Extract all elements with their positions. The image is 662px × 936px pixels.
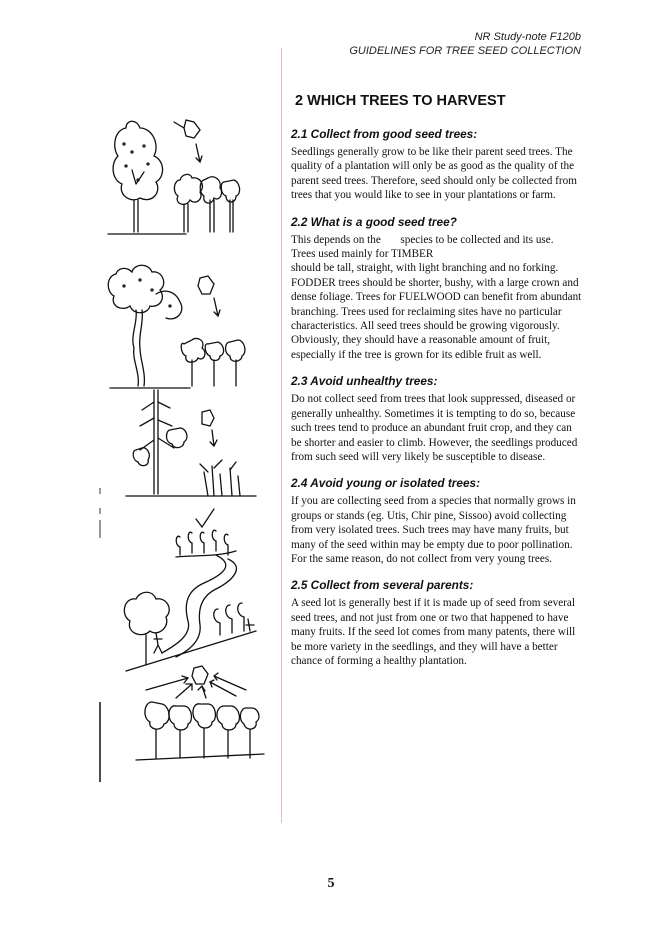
section-several-parents — [291, 578, 583, 668]
margin-rule — [281, 48, 282, 823]
section-body: Do not collect seed from trees that look suppressed, diseased or generally unhealthy. Sometimes it is tempting to do so, because such trees tend to produce an abundant fruit crop, and they can be shorter and easier to climb. However, the seedlings produced from such seed will very likely be susceptible to disease. — [291, 393, 578, 463]
tree-illustrations — [96, 100, 276, 770]
page-number: 5 — [327, 876, 335, 891]
section-unhealthy-trees — [291, 374, 583, 464]
section-title: 2.2 What is a good seed tree? — [291, 214, 457, 229]
section-body-line: Trees used mainly for TIMBER — [291, 248, 434, 261]
binding-marks — [99, 488, 103, 788]
section-body: A seed lot is generally best if it is made up of seed from several seed trees, and not just from one or two that happened to have many fruits. If the seed lot comes from many patents, there will be more variety in the seedlings, and they will have a better chance of forming a healthy plantation. — [291, 597, 576, 667]
illustration-isolated-trees — [124, 509, 256, 671]
page-title: 2 WHICH TREES TO HARVEST — [295, 93, 506, 109]
content-column — [291, 127, 583, 680]
section-title: 2.1 Collect from good seed trees: — [291, 127, 478, 141]
illustration-fodder-tree — [108, 265, 245, 388]
section-body-rest: should be tall, straight, with light branching and no forking. FODDER trees should be shorter, bushy, with a large crown and dense foliage. Trees for FUELWOOD can benefit from abundant branching. Trees used for reclaiming sites have no particular characteristics. All seed trees should be growing vigorously. Obviously, they should have a reasonable amount of fruit, especially if the tree is grown for its edible fruit as well. — [291, 262, 582, 361]
illustration-unhealthy-tree — [126, 390, 256, 496]
section-title: 2.3 Avoid unhealthy trees: — [291, 374, 438, 389]
section-young-isolated-trees — [291, 476, 583, 566]
section-body-line: This depends on the species to be collected and its use. — [291, 233, 554, 246]
section-body: Seedlings generally grow to be like their parent seed trees. The quality of a plantation will only be as good as the quality of the parent seed trees. Therefore, seed should only be collected from trees that you would like to see in your plantations or farm. — [291, 146, 577, 202]
section-title: 2.5 Collect from several parents: — [291, 578, 474, 593]
section-title: 2.4 Avoid young or isolated trees: — [291, 476, 481, 491]
section-good-seed-tree-definition — [291, 215, 583, 363]
illustration-good-seed-tree — [108, 120, 240, 234]
section-good-seed-trees — [291, 127, 583, 203]
header-guidelines: GUIDELINES FOR TREE SEED COLLECTION — [349, 45, 581, 57]
section-body: If you are collecting seed from a species that normally grows in groups or stands (eg. Utis, Chir pine, Sissoo) avoid collecting from very isolated trees. Such trees may have many fruits, but many of the seed within may be empty due to poor pollination. For the same reason, do not collect from very young trees. — [291, 495, 576, 565]
header-study-note: NR Study-note F120b — [474, 31, 581, 43]
section-body — [291, 233, 583, 363]
illustration-several-parents — [136, 666, 264, 760]
